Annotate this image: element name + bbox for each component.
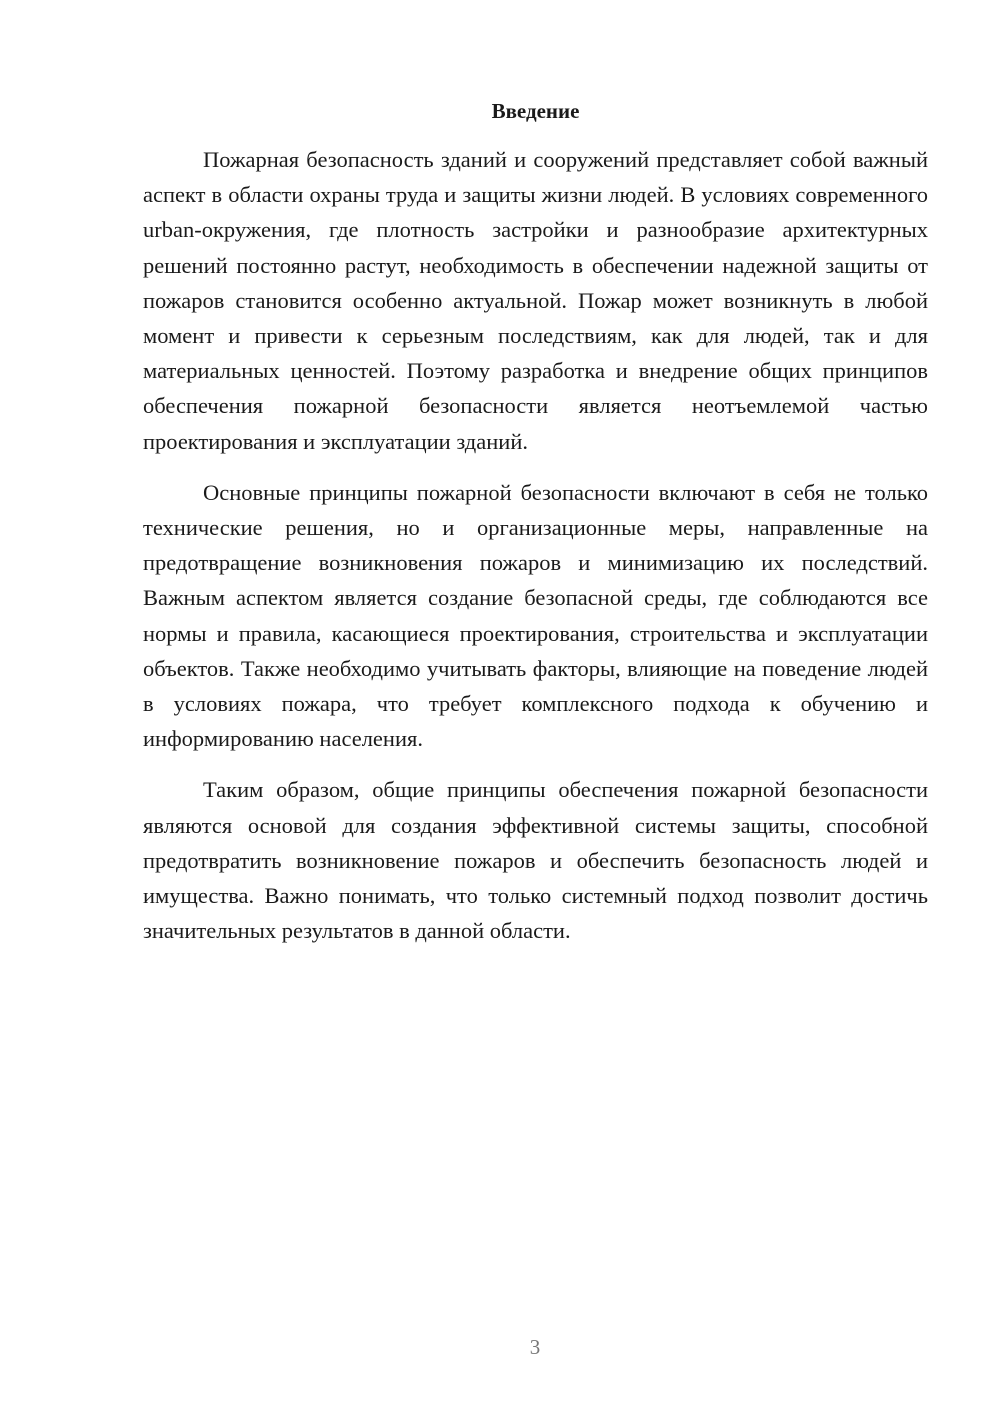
- page-title: Введение: [491, 99, 580, 123]
- paragraph-3: Таким образом, общие принципы обеспечения пожарной безопасности являются основой для создания эффективной системы защиты, способной предотвратить возникновение пожаров и обеспечить безопасность людей и имущества. Важно понимать, что только системный подход позволит достичь значительных результатов в данной области.: [143, 777, 928, 944]
- paragraph-2: Основные принципы пожарной безопасности включают в себя не только технические решения, но и организационные меры, направленные на предотвращение возникновения пожаров и минимизацию их последствий. Важным аспектом является создание безопасной среды, где соблюдаются все нормы и правила, касающиеся проектирования, строительства и эксплуатации объектов. Также необходимо учитывать факторы, влияющие на поведение людей в условиях пожара, что требует комплексного подхода к обучению и информированию населения.: [143, 479, 928, 752]
- document-body: [143, 142, 928, 964]
- page-number: 3: [529, 1335, 541, 1359]
- paragraph-1: Пожарная безопасность зданий и сооружений представляет собой важный аспект в области охраны труда и защиты жизни людей. В условиях современного urban-окружения, где плотность застройки и разнообразие архитектурных решений постоянно растут, необходимость в обеспечении надежной защиты от пожаров становится особенно актуальной. Пожар может возникнуть в любой момент и привести к серьезным последствиям, как для людей, так и для материальных ценностей. Поэтому разработка и внедрение общих принципов обеспечения пожарной безопасности является неотъемлемой частью проектирования и эксплуатации зданий.: [143, 147, 928, 454]
